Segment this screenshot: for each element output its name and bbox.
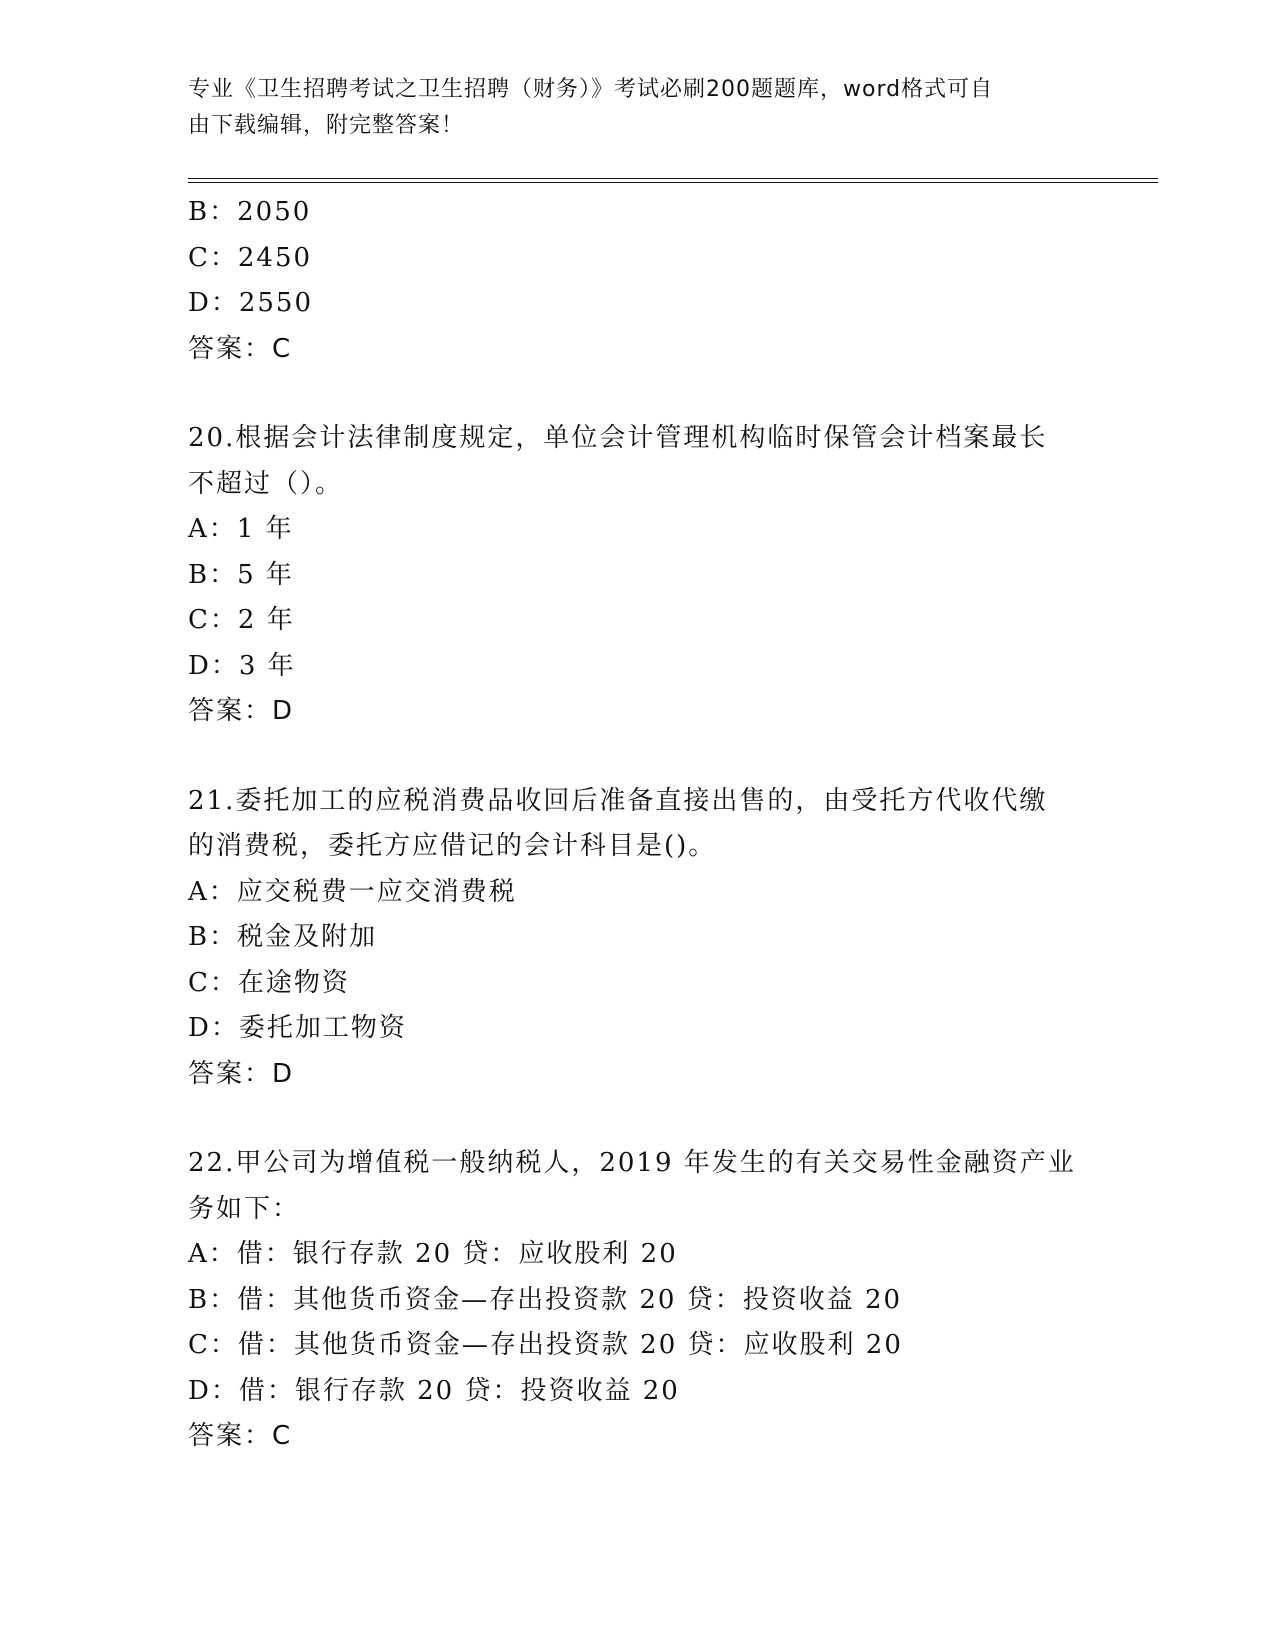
option-b: B：借：其他货币资金—存出投资款 20 贷：投资收益 20 xyxy=(188,1284,903,1315)
option-d: D：借：银行存款 20 贷：投资收益 20 xyxy=(188,1375,680,1406)
question-20 xyxy=(188,416,1108,735)
document-body xyxy=(188,190,1108,1460)
spacer xyxy=(188,372,1108,416)
question-text-line: 务如下： xyxy=(188,1193,301,1224)
spacer xyxy=(188,735,1108,779)
option-b: B：5 年 xyxy=(188,559,294,590)
answer-line: 答案：D xyxy=(188,696,295,726)
option-d: D：3 年 xyxy=(188,650,296,681)
question-text-line: 20.根据会计法律制度规定，单位会计管理机构临时保管会计档案最长 xyxy=(188,423,1048,453)
question-text-line: 22.甲公司为增值税一般纳税人，2019 年发生的有关交易性金融资产业 xyxy=(188,1148,1076,1178)
option-d: D：2550 xyxy=(188,288,314,318)
question-text-line: 21.委托加工的应税消费品收回后准备直接出售的，由受托方代收代缴 xyxy=(188,785,1048,816)
header-line-2: 由下载编辑，附完整答案！ xyxy=(188,113,465,138)
option-c: C：2450 xyxy=(188,242,313,273)
option-b: B：2050 xyxy=(188,197,312,227)
spacer xyxy=(188,1097,1108,1141)
header-line-1: 专业《卫生招聘考试之卫生招聘（财务）》考试必刷200题题库，word格式可自 xyxy=(188,77,994,102)
question-22 xyxy=(188,1141,1108,1460)
option-a: A：应交税费一应交消费税 xyxy=(188,876,517,907)
header-double-rule xyxy=(188,178,1158,183)
option-c: C：在途物资 xyxy=(188,967,350,998)
answer-line: 答案：D xyxy=(188,1058,295,1089)
question-text-line: 不超过（）。 xyxy=(188,468,344,499)
question-text-line: 的消费税，委托方应借记的会计科目是()。 xyxy=(188,831,717,861)
answer-line: 答案：C xyxy=(188,1421,293,1451)
option-c: C：2 年 xyxy=(188,605,295,635)
option-a: A：1 年 xyxy=(188,514,294,544)
option-c: C：借：其他货币资金—存出投资款 20 贷：应收股利 20 xyxy=(188,1330,903,1360)
question-21 xyxy=(188,779,1108,1098)
option-d: D：委托加工物资 xyxy=(188,1013,407,1043)
document-header xyxy=(188,72,1068,144)
option-b: B：税金及附加 xyxy=(188,922,378,952)
option-a: A：借：银行存款 20 贷：应收股利 20 xyxy=(188,1239,678,1269)
previous-question-tail xyxy=(188,190,1108,372)
answer-line: 答案：C xyxy=(188,333,293,364)
